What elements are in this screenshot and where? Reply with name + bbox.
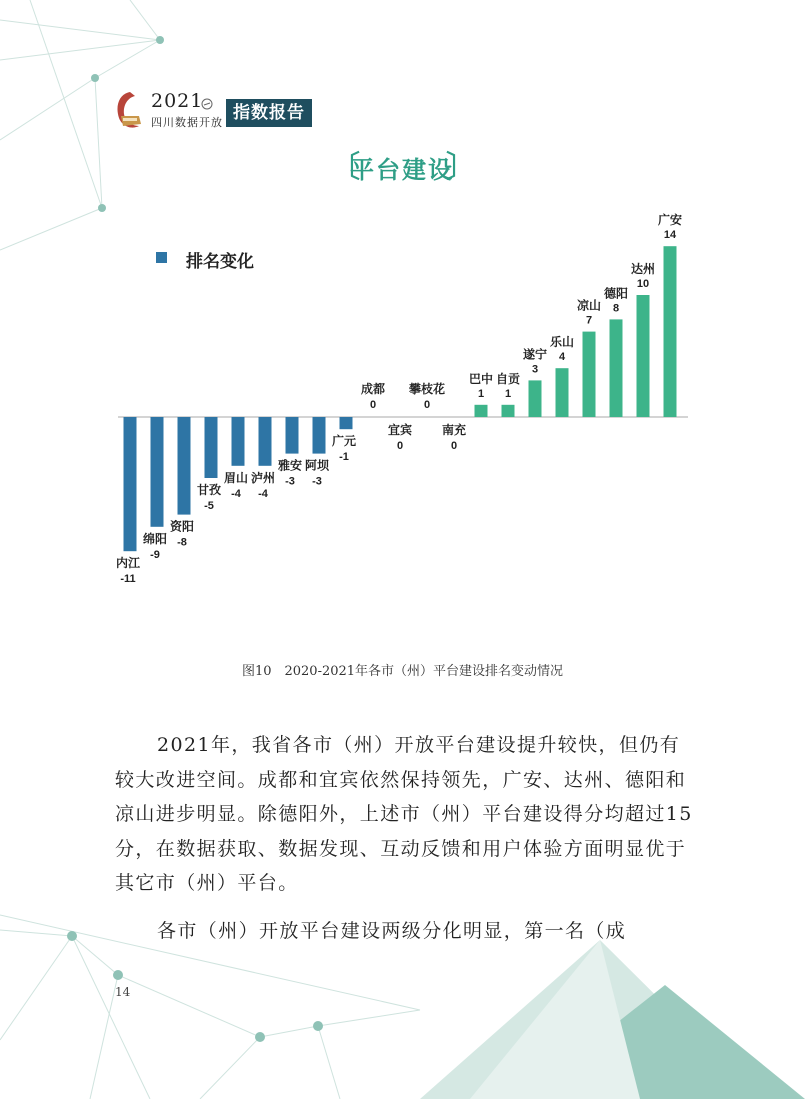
bar-category-label-20: 广安	[657, 213, 683, 228]
bar-15	[529, 380, 542, 417]
bar-category-label-1: 绵阳	[142, 531, 168, 546]
bar-value-label-17: 7	[585, 314, 593, 327]
bar-value-label-5: -4	[258, 487, 268, 500]
bar-category-label-19: 达州	[630, 262, 656, 276]
bar-category-label-12: 南充	[441, 423, 467, 437]
bar-value-label-8: -1	[339, 451, 349, 464]
section-title-left-bracket: 〔	[330, 150, 360, 185]
bar-6	[286, 417, 299, 454]
bar-category-label-15: 遂宁	[522, 347, 548, 362]
bar-3	[205, 417, 218, 478]
bar-value-label-10: 0	[396, 440, 404, 452]
bar-category-label-17: 凉山	[576, 298, 602, 313]
section-title-text: 平台建设	[350, 156, 454, 184]
bar-category-label-9: 成都	[360, 382, 386, 396]
legend-label: 排名变化	[186, 252, 254, 271]
bar-8	[340, 417, 353, 429]
bar-17	[583, 332, 596, 417]
report-subtitle: 四川数据开放	[151, 116, 223, 129]
bar-16	[556, 368, 569, 417]
body-paragraph-1	[115, 728, 695, 901]
bar-13	[475, 405, 488, 417]
bar-20	[664, 246, 677, 417]
figure-caption: 图10 2020-2021年各市（州）平台建设排名变动情况	[241, 664, 564, 679]
bar-category-label-16: 乐山	[549, 335, 575, 350]
bar-category-label-6: 雅安	[277, 458, 303, 473]
bar-2	[178, 417, 191, 515]
bar-category-label-4: 眉山	[223, 470, 249, 485]
legend-swatch	[156, 252, 167, 263]
bar-value-label-20: 14	[663, 229, 677, 242]
bar-value-label-12: 0	[450, 440, 458, 452]
report-year: 2021	[151, 90, 204, 112]
bar-0	[124, 417, 137, 551]
bar-category-label-2: 资阳	[169, 519, 195, 534]
bar-value-label-9: 0	[369, 399, 377, 411]
bar-category-label-0: 内江	[115, 556, 141, 571]
bar-value-label-1: -9	[150, 548, 160, 561]
bar-value-label-19: 10	[636, 278, 650, 290]
bar-19	[637, 295, 650, 417]
page-number: 14	[115, 985, 131, 999]
body-paragraph-2	[115, 914, 695, 949]
bar-value-label-13: 1	[477, 387, 485, 400]
body-paragraph-2-text: 各市（州）开放平台建设两级分化明显，第一名（成	[157, 920, 627, 942]
body-paragraph-1-text: 2021年，我省各市（州）开放平台建设提升较快，但仍有较大改进空间。成都和宜宾依然保持领先，广安、达州、德阳和凉山进步明显。除德阳外，上述市（州）平台建设得分均超过15分，在数据获取、数据发现、互动反馈和用户体验方面明显优于其它市（州）平台。	[115, 734, 693, 894]
bar-1	[151, 417, 164, 527]
bar-category-label-5: 泸州	[250, 470, 276, 485]
bar-value-label-15: 3	[531, 363, 539, 376]
bar-category-label-11: 攀枝花	[408, 382, 446, 396]
bar-value-label-3: -5	[204, 500, 214, 512]
bar-category-label-3: 甘孜	[196, 483, 222, 497]
section-title-right-bracket: 〕	[446, 150, 476, 185]
bar-value-label-6: -3	[285, 475, 295, 488]
bar-category-label-13: 巴中	[468, 371, 494, 386]
bar-category-label-14: 自贡	[495, 371, 521, 386]
bar-category-label-10: 宜宾	[387, 423, 413, 437]
report-badge: 指数报告	[226, 99, 312, 127]
bar-category-label-7: 阿坝	[304, 458, 330, 473]
bar-category-label-18: 德阳	[603, 286, 629, 301]
bar-18	[610, 319, 623, 417]
bar-4	[232, 417, 245, 466]
bar-14	[502, 405, 515, 417]
bar-value-label-2: -8	[177, 536, 187, 549]
bar-category-label-8: 广元	[331, 434, 357, 449]
bar-7	[313, 417, 326, 454]
bar-5	[259, 417, 272, 466]
bar-value-label-14: 1	[504, 387, 512, 400]
bar-value-label-0: -11	[120, 573, 136, 586]
bar-value-label-18: 8	[612, 302, 620, 315]
bar-value-label-7: -3	[312, 475, 322, 488]
bar-value-label-11: 0	[423, 399, 431, 411]
bar-value-label-16: 4	[558, 351, 566, 364]
bar-value-label-4: -4	[231, 487, 241, 500]
